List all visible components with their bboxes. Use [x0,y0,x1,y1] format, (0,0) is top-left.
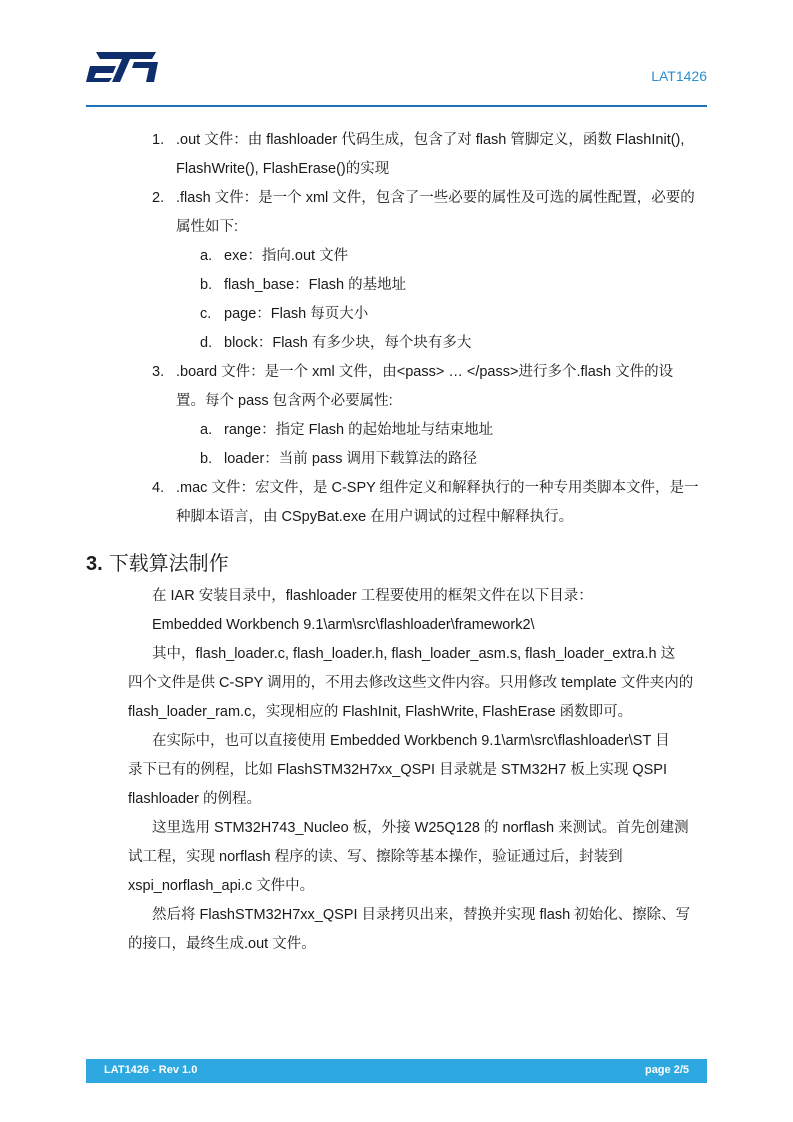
sublist-item [86,300,707,329]
sublist-text: exe：指向.out 文件 [224,248,349,264]
sublist-text: page：Flash 每页大小 [224,306,369,322]
footer-doc-rev: LAT1426 - Rev 1.0 [104,1064,198,1076]
sublist-item [86,271,707,300]
sublist-item [86,445,707,474]
footer-page-number: page 2/5 [644,1064,689,1076]
paragraph-line: 在实际中，也可以直接使用 Embedded Workbench 9.1\arm\src\flashloader\ST 目 [152,733,670,749]
list-item-4 [86,474,707,503]
sublist-letter: b. [200,451,213,467]
paragraph-line: flashloader 的例程。 [128,791,261,807]
paragraph-line: Embedded Workbench 9.1\arm\src\flashloader\framework2\ [152,617,535,633]
sublist-text: loader：当前 pass 调用下载算法的路径 [224,451,477,467]
paragraph-line: 然后将 FlashSTM32H7xx_QSPI 目录拷贝出来，替换并实现 flash 初始化、擦除、写 [152,907,691,923]
list-number: 4. [152,480,165,496]
paragraph-line: xspi_norflash_api.c 文件中。 [128,878,315,894]
list-number: 2. [152,190,165,206]
st-logo [86,46,158,86]
sublist-letter: a. [200,248,213,264]
paragraph-line: 的接口，最终生成.out 文件。 [128,936,316,952]
list-text: .mac 文件：宏文件，是 C-SPY 组件定义和解释执行的一种专用类脚本文件，是一 [176,480,699,496]
paragraph-line: flash_loader_ram.c，实现相应的 FlashInit, FlashWrite, FlashErase 函数即可。 [128,704,633,720]
list-item-3-cont: 置。每个 pass 包含两个必要属性: [176,393,393,409]
list-item-2-cont: 属性如下: [176,219,239,235]
header-rule [86,105,707,107]
sublist-text: range：指定 Flash 的起始地址与结束地址 [224,422,494,438]
sublist-item [86,329,707,358]
list-item-1-cont: FlashWrite(), FlashErase()的实现 [176,161,390,177]
list-item-1 [86,126,707,155]
list-text: .flash 文件：是一个 xml 文件，包含了一些必要的属性及可选的属性配置，必要的 [176,190,695,206]
paragraph-line: 在 IAR 安装目录中，flashloader 工程要使用的框架文件在以下目录： [152,588,593,604]
paragraph-line: 录下已有的例程，比如 FlashSTM32H7xx_QSPI 目录就是 STM32H7 板上实现 QSPI [128,762,668,778]
paragraph-line: 这里选用 STM32H743_Nucleo 板，外接 W25Q128 的 norflash 来测试。首先创建测 [152,820,689,836]
sublist-text: flash_base：Flash 的基地址 [224,277,407,293]
section-number: 3. [86,553,103,575]
list-item-2 [86,184,707,213]
list-number: 1. [152,132,165,148]
list-number: 3. [152,364,165,380]
page-footer [86,1059,707,1083]
sublist-item [86,416,707,445]
section-heading [86,546,707,582]
list-text: .board 文件：是一个 xml 文件，由<pass> … </pass>进行多个.flash 文件的设 [176,364,674,380]
document-id: LAT1426 [651,68,707,84]
list-item-3 [86,358,707,387]
sublist-letter: d. [200,335,213,351]
section-title: 下载算法制作 [108,553,229,575]
sublist-letter: a. [200,422,213,438]
sublist-item [86,242,707,271]
paragraph-line: 其中，flash_loader.c, flash_loader.h, flash_loader_asm.s, flash_loader_extra.h 这 [152,646,676,662]
sublist-letter: b. [200,277,213,293]
list-text: .out 文件：由 flashloader 代码生成，包含了对 flash 管脚定义，函数 FlashInit(), [176,132,685,148]
paragraph-line: 试工程，实现 norflash 程序的读、写、擦除等基本操作，验证通过后，封装到 [128,849,623,865]
page-content [86,126,707,959]
paragraph-line: 四个文件是供 C-SPY 调用的，不用去修改这些文件内容。只用修改 template 文件夹内的 [128,675,694,691]
sublist-letter: c. [200,306,212,322]
list-item-4-cont: 种脚本语言，由 CSpyBat.exe 在用户调试的过程中解释执行。 [176,509,574,525]
sublist-text: block：Flash 有多少块，每个块有多大 [224,335,472,351]
